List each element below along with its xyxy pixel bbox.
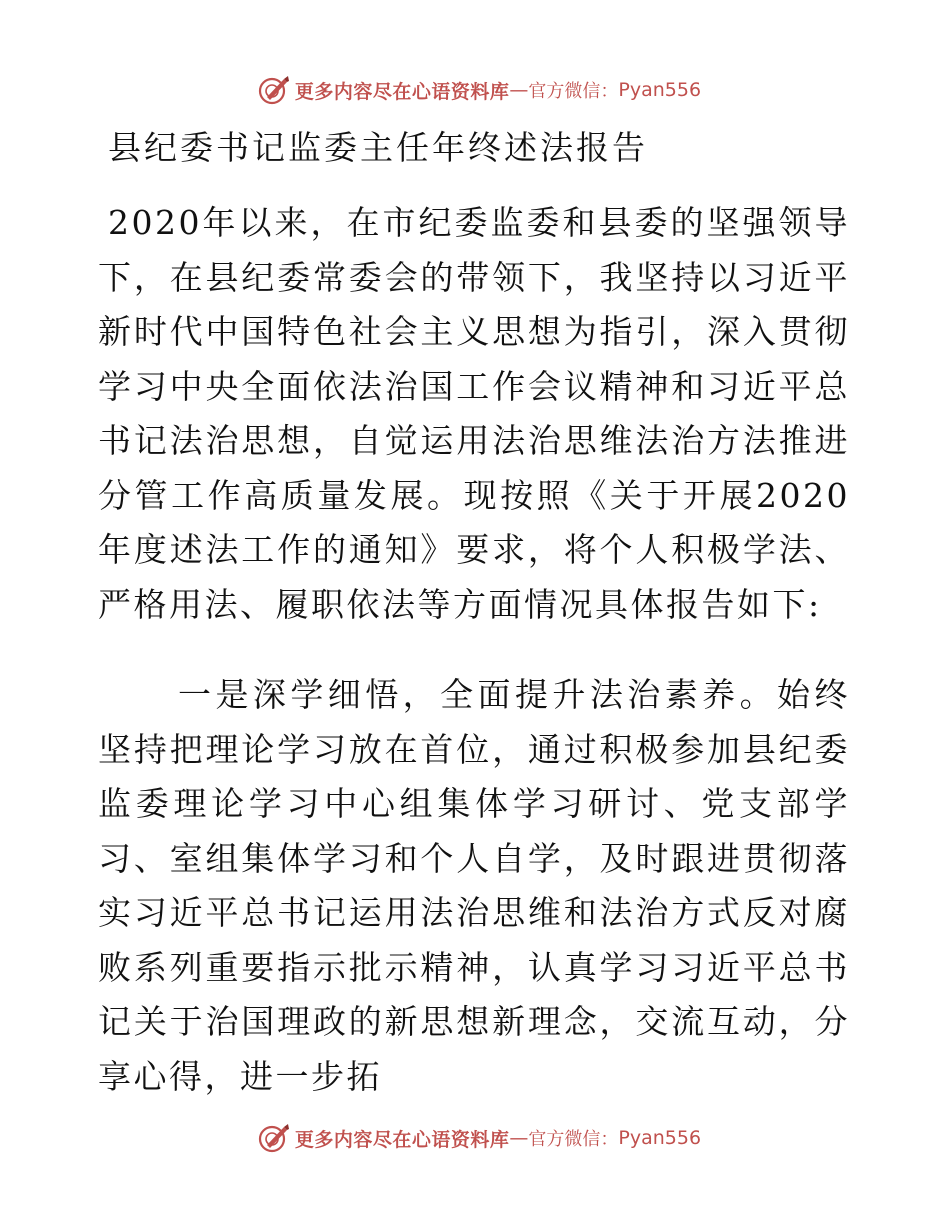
- document-title: 县纪委书记监委主任年终述法报告: [108, 128, 648, 167]
- watermark-wechat-label: 官方微信：: [528, 1129, 619, 1150]
- watermark-content: [257, 73, 701, 107]
- header-watermark: [0, 70, 950, 110]
- watermark-wechat-id: Pyan556: [618, 1127, 702, 1149]
- pen-logo-icon: [257, 1121, 291, 1155]
- watermark-wechat-label: 官方微信：: [528, 81, 619, 102]
- watermark-separator: —: [509, 79, 529, 101]
- pen-logo-icon: [257, 73, 291, 107]
- document-body: [98, 196, 850, 1104]
- watermark-content: [257, 1121, 701, 1155]
- paragraph-section-one: 一是深学细悟，全面提升法治素养。始终坚持把理论学习放在首位，通过积极参加县纪委监委理论学习中心组集体学习研讨、党支部学习、室组集体学习和个人自学，及时跟进贯彻落实习近平总书记运用法治思维和法治方式反对腐败系列重要指示批示精神，认真学习习近平总书记关于治国理政的新思想新理念，交流互动，分享心得，进一步拓: [98, 675, 850, 1096]
- watermark-wechat-id: Pyan556: [618, 79, 702, 101]
- watermark-text: 更多内容尽在心语资料库: [294, 1128, 510, 1151]
- paragraph-intro: 2020年以来，在市纪委监委和县委的坚强领导下，在县纪委常委会的带领下，我坚持以习近平新时代中国特色社会主义思想为指引，深入贯彻学习中央全面依法治国工作会议精神和习近平总书记法治思想，自觉运用法治思维法治方法推进分管工作高质量发展。现按照《关于开展2020年度述法工作的通知》要求，将个人积极学法、严格用法、履职依法等方面情况具体报告如下:: [98, 203, 850, 624]
- watermark-separator: —: [509, 1127, 529, 1149]
- watermark-text: 更多内容尽在心语资料库: [294, 80, 510, 103]
- footer-watermark: [0, 1118, 950, 1158]
